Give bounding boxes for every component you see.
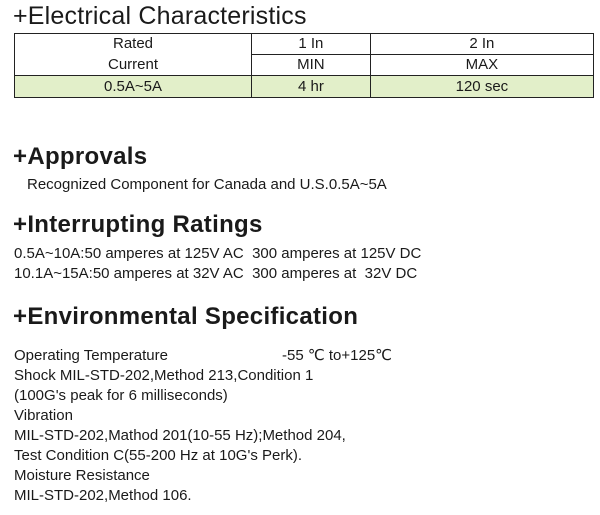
op-temp-value: -55 ℃ to+125℃ [282, 347, 393, 364]
interrupting-line-1: 0.5A~10A:50 amperes at 125V AC 300 amperes at 125V DC [14, 245, 422, 262]
rated-header: Rated [15, 34, 252, 55]
min-header: MIN [252, 55, 371, 76]
min-time-cell: 4 hr [252, 76, 371, 98]
electrical-heading: +Electrical Characteristics [13, 2, 307, 30]
max-header: MAX [370, 55, 593, 76]
vibration-line-1: MIL-STD-202,Mathod 201(10-55 Hz);Method 204, [14, 427, 346, 444]
environmental-heading: +Environmental Specification [13, 303, 359, 330]
vibration-label: Vibration [14, 407, 73, 424]
current-range-cell: 0.5A~5A [15, 76, 252, 98]
op-temp-label: Operating Temperature [14, 347, 168, 364]
current-header: Current [15, 55, 252, 76]
interrupting-line-2: 10.1A~15A:50 amperes at 32V AC 300 amperes at 32V DC [14, 265, 418, 282]
electrical-characteristics-table [14, 33, 594, 98]
1in-header: 1 In [252, 34, 371, 55]
2in-header: 2 In [370, 34, 593, 55]
table-row [15, 76, 594, 98]
moisture-label: Moisture Resistance [14, 467, 150, 484]
max-time-cell: 120 sec [370, 76, 593, 98]
shock-text: Shock MIL-STD-202,Method 213,Condition 1 [14, 367, 314, 384]
moisture-text: MIL-STD-202,Method 106. [14, 487, 192, 504]
approvals-heading: +Approvals [13, 143, 148, 170]
vibration-line-2: Test Condition C(55-200 Hz at 10G's Perk). [14, 447, 302, 464]
interrupting-heading: +Interrupting Ratings [13, 211, 263, 238]
approvals-text: Recognized Component for Canada and U.S.0.5A~5A [27, 176, 387, 193]
shock-note: (100G's peak for 6 milliseconds) [14, 387, 228, 404]
